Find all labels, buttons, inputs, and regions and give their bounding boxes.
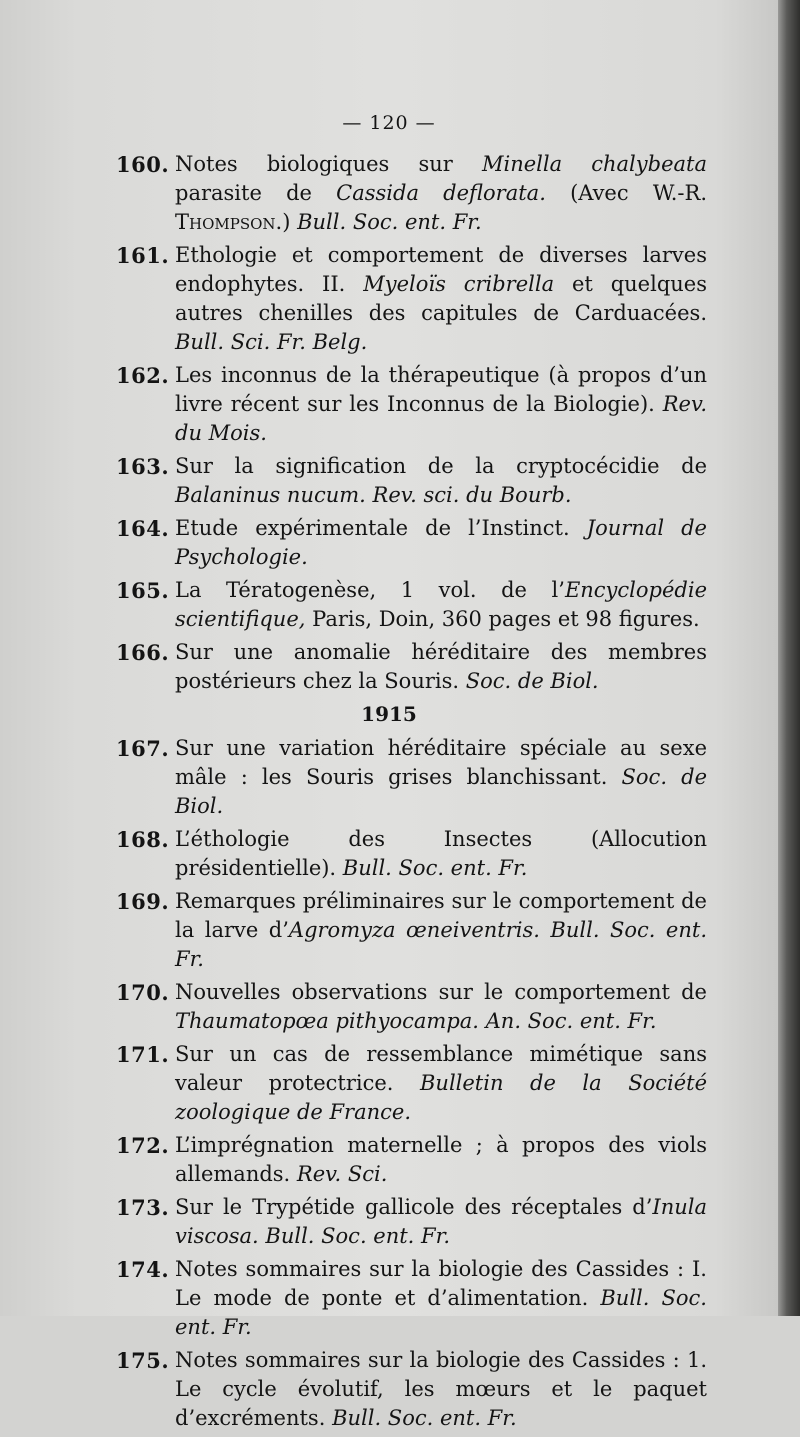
entry-plain-text: (Avec W.-R. (545, 181, 707, 205)
entry-text (175, 978, 707, 1036)
entry-number: 161. (116, 243, 170, 268)
entry-plain-text: L’éthologie des Insectes (Allocution présidentielle). (175, 827, 707, 880)
entry-number: 175. (116, 1348, 170, 1373)
bibliography-entry (116, 452, 707, 510)
page-number: — 120 — (342, 112, 436, 134)
entry-number: 162. (116, 363, 170, 388)
entry-plain-text: L’imprégnation maternelle ; à propos des viols allemands. (175, 1133, 707, 1186)
entry-italic-text: Bull. Sci. Fr. Belg. (175, 330, 368, 354)
entry-plain-text: et quelques autres chenilles des capitules de Carduacées. (175, 272, 707, 325)
entry-plain-text: Notes sommaires sur la biologie des Cassides : 1. Le cycle évolutif, les mœurs et le paquet d’excréments. (175, 1348, 707, 1430)
entry-text (175, 361, 707, 448)
entry-number: 173. (116, 1195, 170, 1220)
entry-italic-text: Bull. Soc. ent. Fr. (175, 1286, 707, 1339)
bibliography-entry (116, 978, 707, 1036)
entry-italic-text: Rev. Sci. (296, 1162, 388, 1186)
bibliography-entry (116, 241, 707, 357)
entry-italic-text: Bull. Soc. ent. Fr. (342, 856, 528, 880)
entry-italic-text: Inula viscosa. Bull. Soc. ent. Fr. (175, 1195, 707, 1248)
entry-text (175, 1346, 707, 1433)
entry-text (175, 514, 707, 572)
entry-italic-text: Rev. du Mois. (175, 392, 707, 445)
bibliography-entry (116, 150, 707, 237)
entries-before-year (0, 150, 778, 696)
entry-italic-text: Soc. de Biol. (465, 669, 599, 693)
bibliography-entry (116, 1193, 707, 1251)
entry-italic-text: Thaumatopœa pithyocampa. An. Soc. ent. Fr. (175, 1009, 657, 1033)
bibliography-entry (116, 734, 707, 821)
bibliography-entry (116, 825, 707, 883)
entry-number: 167. (116, 736, 170, 761)
year-heading: 1915 (361, 702, 417, 726)
entry-text (175, 452, 707, 510)
entry-plain-text: Paris, Doin, 360 pages et 98 figures. (305, 607, 700, 631)
entry-italic-text: Minella chalybeata (481, 152, 707, 176)
entry-italic-text: Bull. Soc. ent. Fr. (332, 1406, 517, 1430)
entry-plain-text: Sur un cas de ressemblance mimétique sans valeur protectrice. (175, 1042, 707, 1095)
entry-number: 174. (116, 1257, 170, 1282)
entry-italic-text: Myeloïs cribrella (363, 272, 555, 296)
entry-number: 168. (116, 827, 170, 852)
entry-italic-text: Bull. Soc. ent. Fr. (297, 210, 482, 234)
entry-plain-text: Notes biologiques sur (175, 152, 482, 176)
bibliography-entry (116, 887, 707, 974)
entry-plain-text: ) (282, 210, 298, 234)
entries-after-year (0, 734, 778, 1433)
entry-number: 160. (116, 152, 170, 177)
entry-italic-text: Soc. de Biol. (175, 765, 707, 818)
entry-italic-text: Cassida deflorata. (336, 181, 546, 205)
bibliography-entry (116, 1346, 707, 1433)
entry-italic-text: Encyclopédie scientifique, (175, 578, 707, 631)
entry-text (175, 638, 707, 696)
entry-text (175, 241, 707, 357)
entry-plain-text: parasite de (175, 181, 337, 205)
bibliography-list (0, 150, 778, 1437)
entry-italic-text: Bulletin de la Société zoologique de France. (175, 1071, 707, 1124)
entry-number: 170. (116, 980, 170, 1005)
bibliography-entry (116, 514, 707, 572)
entry-number: 169. (116, 889, 170, 914)
entry-plain-text: Sur le Trypétide gallicole des réceptales d’ (175, 1195, 653, 1219)
entry-plain-text: La Tératogenèse, 1 vol. de l’ (175, 578, 565, 602)
entry-text (175, 1193, 707, 1251)
entry-plain-text: Ethologie et comportement de diverses larves endophytes. II. (175, 243, 707, 296)
entry-number: 171. (116, 1042, 170, 1067)
bibliography-entry (116, 576, 707, 634)
entry-italic-text: Journal de Psychologie. (175, 516, 707, 569)
entry-plain-text: Sur une anomalie héréditaire des membres postérieurs chez la Souris. (175, 640, 707, 693)
entry-number: 172. (116, 1133, 170, 1158)
entry-italic-text: Agromyza œneiventris. Bull. Soc. ent. Fr. (175, 918, 707, 971)
entry-text (175, 1131, 707, 1189)
entry-italic-text: Balaninus nucum. Rev. sci. du Bourb. (175, 483, 572, 507)
entry-plain-text: Sur une variation héréditaire spéciale au sexe mâle : les Souris grises blanchissant. (175, 736, 707, 789)
entry-text (175, 576, 707, 634)
entry-author-name: Thompson. (175, 210, 283, 234)
entry-plain-text: Sur la signification de la cryptocécidie de (175, 454, 707, 478)
entry-number: 164. (116, 516, 170, 541)
entry-number: 166. (116, 640, 170, 665)
entry-plain-text: Les inconnus de la thérapeutique (à propos d’un livre récent sur les Inconnus de la Biologie). (175, 363, 707, 416)
entry-plain-text: Remarques préliminaires sur le comportement de la larve d’ (175, 889, 707, 942)
bibliography-entry (116, 361, 707, 448)
entry-text (175, 734, 707, 821)
entry-plain-text: Nouvelles observations sur le comportement de (175, 980, 707, 1004)
entry-number: 163. (116, 454, 170, 479)
page-edge-shadow (778, 0, 800, 1316)
entry-text (175, 150, 707, 237)
bibliography-entry (116, 638, 707, 696)
entry-text (175, 1255, 707, 1342)
bibliography-entry (116, 1255, 707, 1342)
entry-plain-text: Notes sommaires sur la biologie des Cassides : I. Le mode de ponte et d’alimentation. (175, 1257, 707, 1310)
entry-text (175, 1040, 707, 1127)
entry-text (175, 825, 707, 883)
entry-text (175, 887, 707, 974)
bibliography-entry (116, 1040, 707, 1127)
entry-plain-text: Etude expérimentale de l’Instinct. (175, 516, 587, 540)
entry-number: 165. (116, 578, 170, 603)
bibliography-entry (116, 1131, 707, 1189)
